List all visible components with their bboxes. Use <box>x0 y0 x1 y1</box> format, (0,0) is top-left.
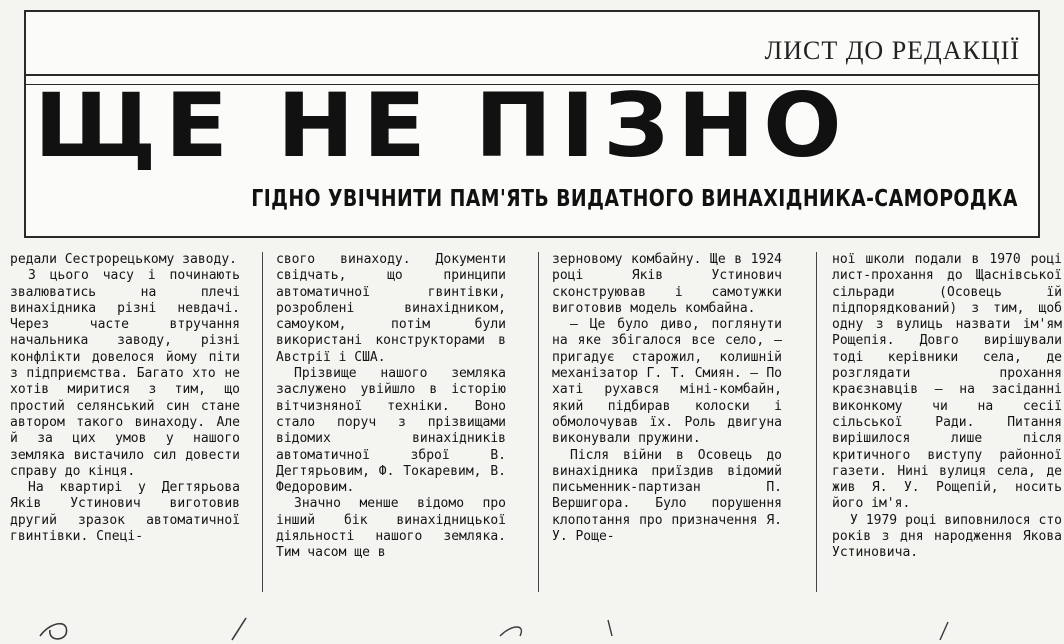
column-2 <box>276 252 506 562</box>
paragraph: свого винаходу. Документи свідчать, що принципи автоматичної гвинтівки, розроблені винахідником, самоуком, потім були використані конструкторами в Австрії і США. <box>276 252 506 365</box>
paragraph: З цього часу і починають звалюватись на плечі винахідника різні невдачі. Через часте втручання начальника заводу, різні конфлікти довелося йому піти з підприємства. Багато хто не хотів миритися з тим, що простий селянський син стане автором такого винаходу. Але й за цих умов у нашого земляка вистачило сил довести справу до кінця. <box>10 268 240 479</box>
column-4 <box>832 252 1062 562</box>
column-3 <box>552 252 782 545</box>
paragraph: — Це було диво, поглянути на яке збігалося все село, — пригадує старожил, колишній механізатор Г. Т. Смиян. — По хаті рухався міні-комбайн, який підбирав колоски і обмолочував їх. Роль двигуна виконували пружини. <box>552 317 782 447</box>
headline: ЩЕ НЕ ПІЗНО <box>34 74 851 177</box>
article-header <box>24 10 1040 238</box>
column-1 <box>10 252 240 545</box>
subheadline: ГІДНО УВІЧНИТИ ПАМ'ЯТЬ ВИДАТНОГО ВИНАХІДНИКА-САМОРОДКА <box>251 186 1018 212</box>
column-divider <box>538 252 539 592</box>
handwritten-marks <box>0 606 1064 644</box>
paragraph: У 1979 році виповнилося сто років з дня народження Якова Устиновича. <box>832 512 1062 561</box>
column-divider <box>816 252 817 592</box>
paragraph: ної школи подали в 1970 році лист-прохання до Щаснівської сільради (Осовець їй підпорядкований) з тим, щоб одну з вулиць назвати ім'ям Рощепія. Довго вирішували тоді керівники села, де розглядати прохання краєзнавців — на засіданні виконкому чи на сесії сільської Ради. Питання вирішилося лише після критичного виступу районної газети. Нині вулиця села, де жив Я. У. Рощепій, носить його ім'я. <box>832 252 1062 512</box>
paragraph: Значно менше відомо про інший бік винахідницької діяльності нашого земляка. Тим часом ще в <box>276 496 506 561</box>
paragraph: Прізвище нашого земляка заслужено увійшло в історію вітчизняної техніки. Воно стало поруч з прізвищами відомих винахідників автоматичної зброї В. Дегтярьовим, Ф. Токаревим, В. Федоровим. <box>276 366 506 496</box>
article-body <box>10 252 1060 592</box>
paragraph: Після війни в Осовець до винахідника приїздив відомий письменник-партизан П. Вершигора. Було порушення клопотання про призначення Я. У. Роще- <box>552 447 782 545</box>
paragraph: редали Сестрорецькому заводу. <box>10 252 237 267</box>
paragraph: На квартирі у Дегтярьова Яків Устинович виготовив другий зразок автоматичної гвинтівки. Спеці- <box>10 480 240 545</box>
paragraph: зерновому комбайну. Ще в 1924 році Яків Устинович сконструював і самотужки виготовив модель комбайна. <box>552 252 782 316</box>
rubric-label: ЛИСТ ДО РЕДАКЦІЇ <box>764 36 1020 65</box>
column-divider <box>262 252 263 592</box>
